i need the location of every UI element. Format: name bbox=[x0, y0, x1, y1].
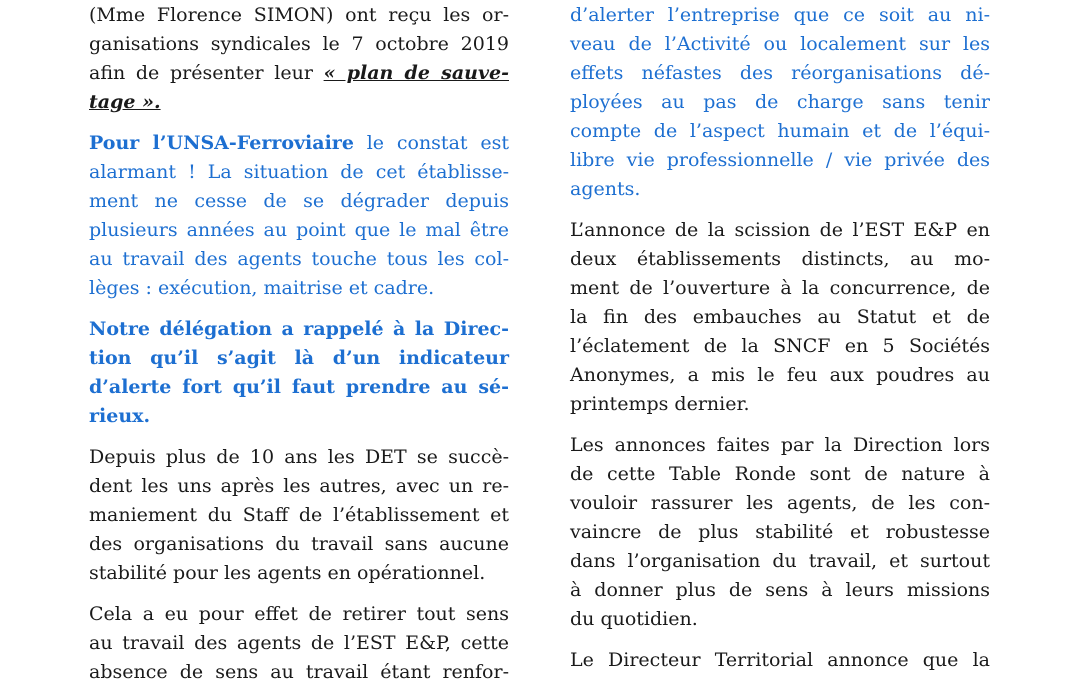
text-line: Notre délégation a rappelé à la Direc- bbox=[89, 318, 509, 340]
right-column bbox=[570, 1, 990, 675]
paragraph-meeting bbox=[89, 1, 509, 117]
text-line: du quotidien. bbox=[570, 608, 698, 630]
text-fragment: afin de présenter leur bbox=[89, 62, 324, 84]
text-fragment: le constat est bbox=[353, 132, 509, 154]
text-line: la fin des embauches au Statut et de bbox=[570, 306, 990, 328]
text-line: veau de l’Activité ou localement sur les bbox=[570, 33, 990, 55]
text-line: au travail des agents de l’EST E&P, cette bbox=[89, 632, 509, 654]
text-line: stabilité pour les agents en opérationnel. bbox=[89, 562, 486, 584]
plan-de-sauvetage-emphasis: « plan de sauve- bbox=[323, 62, 509, 84]
text-line: (Mme Florence SIMON) ont reçu les or- bbox=[89, 4, 509, 26]
paragraph-alerter bbox=[570, 1, 990, 204]
text-line: lèges : exécution, maitrise et cadre. bbox=[89, 277, 435, 299]
text-line: deux établissements distincts, au mo- bbox=[570, 248, 990, 270]
text-line: printemps dernier. bbox=[570, 393, 750, 415]
text-line: alarmant ! La situation de cet établisse- bbox=[89, 161, 509, 183]
text-line: d’alerter l’entreprise que ce soit au ni- bbox=[570, 4, 990, 26]
text-line: Les annonces faites par la Direction lors bbox=[570, 434, 990, 456]
text-line: ployées au pas de charge sans tenir bbox=[570, 91, 990, 113]
text-line: maniement du Staff de l’établissement et bbox=[89, 504, 509, 526]
text-line: l’éclatement de la SNCF en 5 Sociétés bbox=[570, 335, 990, 357]
text-line: effets néfastes des réorganisations dé- bbox=[570, 62, 990, 84]
paragraph-sens-travail bbox=[89, 600, 509, 687]
text-line: plusieurs années au point que le mal être bbox=[89, 219, 509, 241]
text-line bbox=[89, 59, 509, 88]
text-line: rieux. bbox=[89, 405, 151, 427]
text-line: à donner plus de sens à leurs missions bbox=[570, 579, 990, 601]
text-line: d’alerte fort qu’il faut prendre au sé- bbox=[89, 376, 509, 398]
text-line: libre vie professionnelle / vie privée des bbox=[570, 149, 990, 171]
text-line: agents. bbox=[570, 178, 641, 200]
text-line: Cela a eu pour effet de retirer tout sens bbox=[89, 603, 509, 625]
paragraph-det bbox=[89, 443, 509, 588]
text-line: absence de sens au travail étant renfor- bbox=[89, 661, 509, 683]
unsa-ferroviaire-label: Pour l’UNSA-Ferroviaire bbox=[89, 132, 354, 154]
paragraph-unsa-constat bbox=[89, 129, 509, 303]
paragraph-directeur bbox=[570, 646, 990, 675]
text-line: Le Directeur Territorial annonce que la bbox=[570, 649, 990, 671]
text-line: ment ne cesse de se dégrader depuis bbox=[89, 190, 509, 212]
text-line: dent les uns après les autres, avec un re- bbox=[89, 475, 509, 497]
text-line: tion qu’il s’agit là d’un indicateur bbox=[89, 347, 509, 369]
text-line: des organisations du travail sans aucune bbox=[89, 533, 509, 555]
paragraph-delegation bbox=[89, 315, 509, 431]
left-column bbox=[89, 1, 509, 687]
text-line: Depuis plus de 10 ans les DET se succè- bbox=[89, 446, 509, 468]
text-line: L’annonce de la scission de l’EST E&P en bbox=[570, 219, 990, 241]
text-line: ganisations syndicales le 7 octobre 2019 bbox=[89, 33, 509, 55]
paragraph-scission bbox=[570, 216, 990, 419]
text-line: de cette Table Ronde sont de nature à bbox=[570, 463, 990, 485]
text-line: ment de l’ouverture à la concurrence, de bbox=[570, 277, 990, 299]
paragraph-annonces bbox=[570, 431, 990, 634]
text-line: au travail des agents touche tous les col- bbox=[89, 248, 509, 270]
text-line: vouloir rassurer les agents, de les con- bbox=[570, 492, 990, 514]
text-line: dans l’organisation du travail, et surtout bbox=[570, 550, 990, 572]
text-line: Anonymes, a mis le feu aux poudres au bbox=[570, 364, 990, 386]
plan-de-sauvetage-emphasis-end: tage ». bbox=[89, 91, 161, 113]
text-line: vaincre de plus stabilité et robustesse bbox=[570, 521, 990, 543]
text-line: compte de l’aspect humain et de l’équi- bbox=[570, 120, 990, 142]
text-line bbox=[89, 129, 509, 158]
